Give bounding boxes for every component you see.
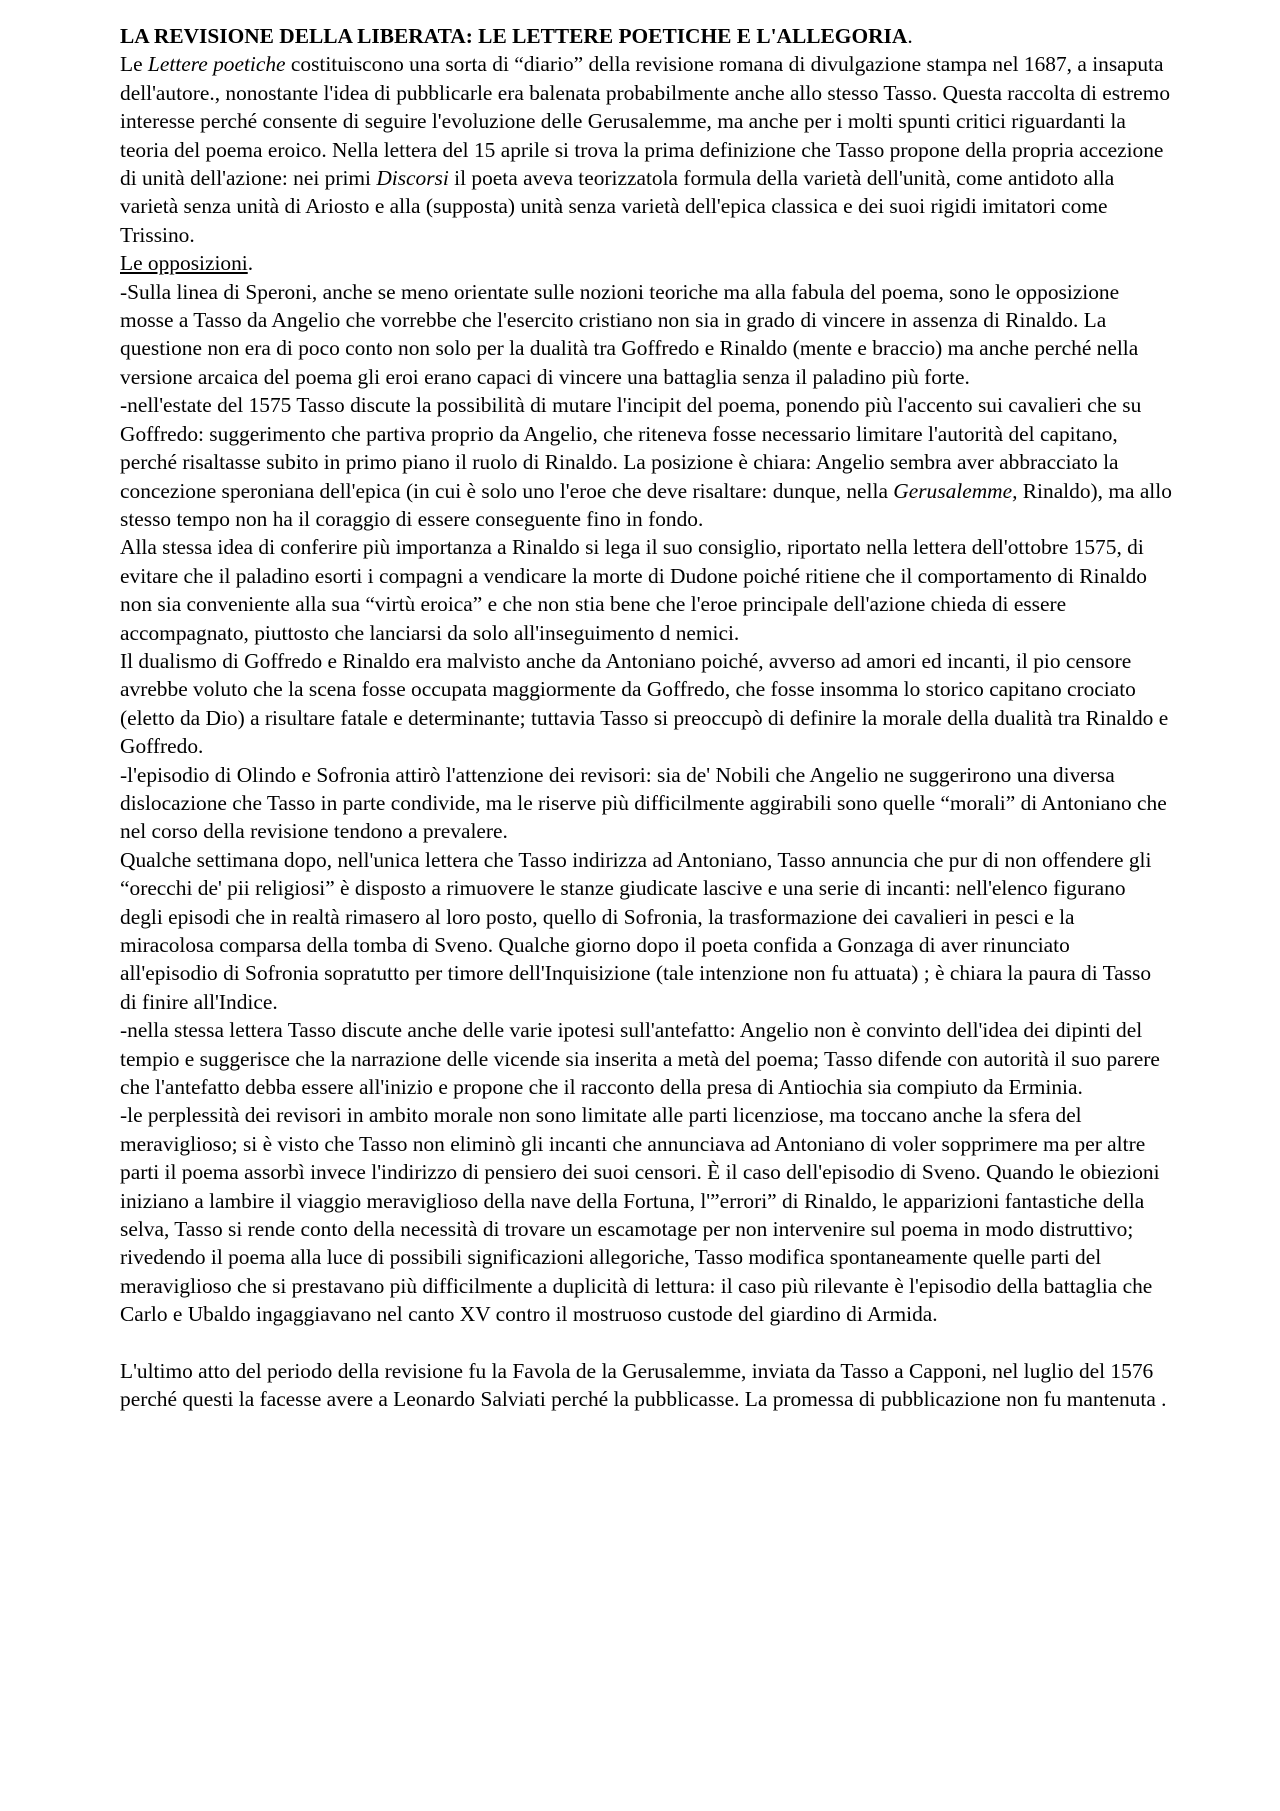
p3-text-c: Rinaldo), ma allo stesso tempo non ha il coraggio di essere conseguente fino in fondo. bbox=[120, 478, 1172, 531]
paragraph-8: -nella stessa lettera Tasso discute anche delle varie ipotesi sull'antefatto: Angelio non è convinto dell'idea dei dipinti del tempio e suggerisce che la narrazione delle vicende sia inserita a metà del poema; Tasso difende con autorità il suo parere che l'antefatto debba essere all'inizio e propone che il racconto della presa di Antiochia sia compiuto da Erminia. bbox=[120, 1018, 1160, 1100]
paragraph-10: L'ultimo atto del periodo della revisione fu la Favola de la Gerusalemme, inviata da Tasso a Capponi, nel luglio del 1576 perché questi la facesse avere a Leonardo Salviati perché la pubblicasse. La promessa di pubblicazione non fu mantenuta . bbox=[120, 1359, 1167, 1412]
blank-line bbox=[120, 1329, 1172, 1357]
p3-italic-gerusalemme: Gerusalemme, bbox=[893, 478, 1018, 503]
document-title: LA REVISIONE DELLA LIBERATA: LE LETTERE POETICHE E L'ALLEGORIA bbox=[120, 24, 908, 48]
paragraph-3 bbox=[120, 391, 1172, 533]
paragraph-5: Il dualismo di Goffredo e Rinaldo era malvisto anche da Antoniano poiché, avverso ad amori ed incanti, il pio censore avrebbe voluto che la scena fosse occupata maggiormente da Goffredo, che fosse insomma lo storico capitano crociato (eletto da Dio) a risultare fatale e determinante; tuttavia Tasso si preoccupò di definire la morale della dualità tra Rinaldo e Goffredo. bbox=[120, 648, 1169, 759]
section-heading-line bbox=[120, 249, 1172, 277]
document-page bbox=[120, 22, 1172, 1414]
p1-italic-discorsi: Discorsi bbox=[376, 166, 449, 191]
paragraph-1 bbox=[120, 50, 1172, 249]
paragraph-7: Qualche settimana dopo, nell'unica lettera che Tasso indirizza ad Antoniano, Tasso annuncia che pur di non offendere gli “orecchi de' pii religiosi” è disposto a rimuovere le stanze giudicate lascive e una serie di incanti: nell'elenco figurano degli episodi che in realtà rimasero al loro posto, quello di Sofronia, la trasformazione dei cavalieri in pesci e la miracolosa comparsa della tomba di Sveno. Qualche giorno dopo il poeta confida a Gonzaga di aver rinunciato all'episodio di Sofronia sopratutto per timore dell'Inquisizione (tale intenzione non fu attuata) ; è chiara la paura di Tasso di finire all'Indice. bbox=[120, 847, 1152, 1014]
paragraph-6: -l'episodio di Olindo e Sofronia attirò l'attenzione dei revisori: sia de' Nobili che Angelio ne suggerirono una diversa dislocazione che Tasso in parte condivide, ma le riserve più difficilmente aggirabili sono quelle “morali” di Antoniano che nel corso della revisione tendono a prevalere. bbox=[120, 762, 1167, 844]
p1-text-c: costituiscono una sorta di “diario” della revisione romana di divulgazione stampa nel 1687, a insaputa dell'autore., nonostante l'idea di pubblicarle era balenata probabilmente anche allo stesso Tasso. Questa raccolta di estremo interesse perché consente di seguire l'evoluzione delle Gerusalemme, ma anche per i molti spunti critici riguardanti la teoria del poema eroico. Nella lettera del 15 aprile si trova la prima definizione che Tasso propone della propria accezione di unità dell'azione: nei primi bbox=[120, 52, 1171, 191]
section-heading-period: . bbox=[247, 251, 254, 276]
document-title-period: . bbox=[907, 24, 913, 48]
p1-text-e: il poeta aveva teorizzatola formula della varietà dell'unità, come antidoto alla varietà senza unità di Ariosto e alla (supposta) unità senza varietà dell'epica classica e dei suoi rigidi imitatori come Trissino. bbox=[120, 166, 1115, 247]
paragraph-2: -Sulla linea di Speroni, anche se meno orientate sulle nozioni teoriche ma alla fabula del poema, sono le opposizione mosse a Tasso da Angelio che vorrebbe che l'esercito cristiano non sia in grado di vincere in assenza di Rinaldo. La questione non era di poco conto non solo per la dualità tra Goffredo e Rinaldo (mente e braccio) ma anche perché nella versione arcaica del poema gli eroi erano capaci di vincere una battaglia senza il paladino più forte. bbox=[120, 279, 1139, 389]
p1-italic-lettere-poetiche: Lettere poetiche bbox=[147, 52, 286, 77]
section-heading-opposizioni: Le opposizioni bbox=[120, 251, 248, 276]
paragraph-4: Alla stessa idea di conferire più importanza a Rinaldo si lega il suo consiglio, riportato nella lettera dell'ottobre 1575, di evitare che il paladino esorti i compagni a vendicare la morte di Dudone poiché ritiene che il comportamento di Rinaldo non sia conveniente alla sua “virtù eroica” e che non stia bene che l'eroe principale dell'azione chieda di essere accompagnato, piuttosto che lanciarsi da solo all'inseguimento d nemici. bbox=[120, 535, 1147, 645]
document-title-line bbox=[120, 22, 1172, 50]
p3-text-a: -nell'estate del 1575 Tasso discute la possibilità di mutare l'incipit del poema, ponendo più l'accento sui cavalieri che su Goffredo: suggerimento che partiva proprio da Angelio, che riteneva fosse necessario limitare l'autorità del capitano, perché risaltasse subito in primo piano il ruolo di Rinaldo. La posizione è chiara: Angelio sembra aver abbracciato la concezione speroniana dell'epica (in cui è solo uno l'eroe che deve risaltare: dunque, nella bbox=[120, 393, 1142, 503]
paragraph-9: -le perplessità dei revisori in ambito morale non sono limitate alle parti licenziose, ma toccano anche la sfera del meraviglioso; si è visto che Tasso non eliminò gli incanti che annunciava ad Antoniano di voler sopprimere ma per altre parti il poema assorbì invece l'indirizzo di pensiero dei suoi censori. È il caso dell'episodio di Sveno. Quando le obiezioni iniziano a lambire il viaggio meraviglioso della nave della Fortuna, l'”errori” di Rinaldo, le apparizioni fantastiche della selva, Tasso si rende conto della necessità di trovare un escamotage per non intervenire sul poema in modo distruttivo; rivedendo il poema alla luce di possibili significazioni allegoriche, Tasso modifica spontaneamente quelle parti del meraviglioso che si prestavano più difficilmente a duplicità di lettura: il caso più rilevante è l'episodio della battaglia che Carlo e Ubaldo ingaggiavano nel canto XV contro il mostruoso custode del giardino di Armida. bbox=[120, 1103, 1160, 1327]
p1-text-a: Le bbox=[120, 52, 148, 77]
